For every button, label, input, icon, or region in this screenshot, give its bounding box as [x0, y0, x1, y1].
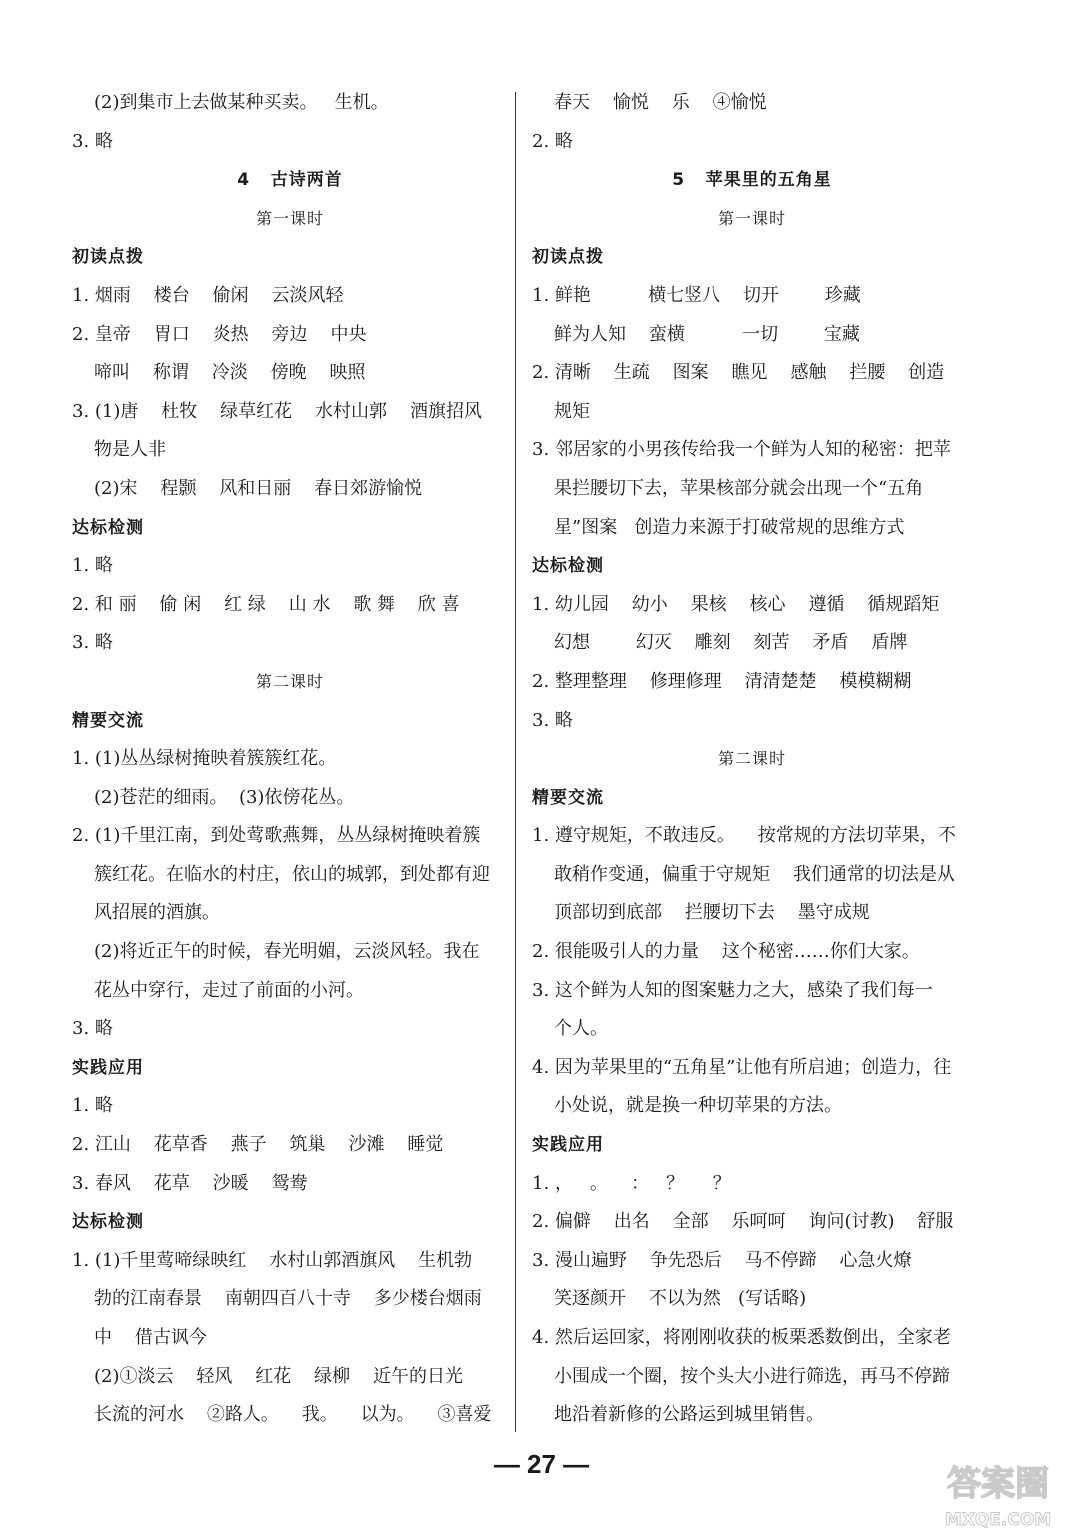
answer-line: 2. 很能吸引人的力量 这个秘密……你们大家。 [532, 941, 920, 963]
answer-line: 3. 春风 花草 沙暖 鸳鸯 [72, 1172, 308, 1194]
answer-line: 簇红花。在临水的村庄，依山的城郭，到处都有迎 [94, 863, 490, 885]
answer-line: 1. 略 [72, 1095, 113, 1117]
answer-line: 3. 略 [72, 632, 113, 654]
answer-line: 风招展的酒旗。 [94, 902, 220, 924]
answer-line: 3. 略 [72, 130, 113, 152]
answer-line: (2)到集市上去做某种买卖。 生机。 [94, 92, 389, 113]
answer-line: 小围成一个圈，按个头大小进行筛选，再马不停蹄 [554, 1365, 950, 1387]
answer-line: 3. 这个鲜为人知的图案魅力之大，感染了我们每一 [532, 979, 933, 1001]
answer-line: 规矩 [554, 400, 590, 422]
answer-line: (2)宋 程颢 风和日丽 春日郊游愉悦 [94, 477, 423, 499]
section-heading: 初读点拨 [72, 247, 144, 268]
answer-line: 3. 略 [532, 709, 573, 731]
answer-line: 1. 遵守规矩，不敢违反。 按常规的方法切苹果，不 [532, 825, 956, 847]
left-column [72, 84, 508, 1435]
section-heading: 实践应用 [532, 1135, 604, 1156]
section-heading: 精要交流 [72, 710, 144, 731]
answer-line: 4. 因为苹果里的“五角星”让他有所启迪；创造力，往 [532, 1056, 952, 1078]
answer-line: (2)将近正午的时候，春光明媚，云淡风轻。我在 [94, 941, 480, 963]
answer-line: 啼叫 称谓 冷淡 傍晚 映照 [94, 362, 366, 384]
answer-line: 星”图案 创造力来源于打破常规的思维方式 [554, 516, 905, 538]
answer-line: 3. 漫山遍野 争先恐后 马不停蹄 心急火燎 [532, 1249, 912, 1271]
answer-line: 春天 愉悦 乐 ④愉悦 [554, 92, 767, 113]
answer-line: 顶部切到底部 拦腰切下去 墨守成规 [554, 902, 870, 924]
answer-line: 3. (1)唐 杜牧 绿草红花 水村山郭 酒旗招风 [72, 400, 482, 422]
answer-line: 2. 清晰 生疏 图案 瞧见 感触 拦腰 创造 [532, 362, 945, 384]
answer-line: 2. (1)千里江南，到处莺歌燕舞，丛丛绿树掩映着簇 [72, 825, 481, 847]
watermark-text: 答案圈 [947, 1464, 1049, 1504]
answer-line: 1. 鲜艳 横七竖八 切开 珍藏 [532, 284, 861, 306]
section-heading: 初读点拨 [532, 247, 604, 268]
answer-line: 小处说，就是换一种切苹果的方法。 [554, 1095, 842, 1117]
answer-line: 敢稍作变通，偏重于守规矩 我们通常的切法是从 [554, 863, 955, 885]
lesson-title: 4 古诗两首 [237, 170, 343, 191]
answer-line: 1. (1)千里莺啼绿映红 水村山郭酒旗风 生机勃 [72, 1249, 473, 1271]
section-heading: 精要交流 [532, 787, 604, 808]
section-heading: 达标检测 [72, 1212, 144, 1233]
answer-line: 1. 幼儿园 幼小 果核 核心 遵循 循规蹈矩 [532, 593, 940, 615]
section-heading: 达标检测 [532, 556, 604, 577]
answer-line: 花丛中穿行，走过了前面的小河。 [94, 979, 364, 1001]
answer-line: 笑逐颜开 不以为然 (写话略) [554, 1288, 807, 1310]
answer-line: 1. ， 。 ： ？ ？ [532, 1172, 731, 1194]
answer-line: 2. 皇帝 胃口 炎热 旁边 中央 [72, 323, 367, 345]
answer-line: 3. 邻居家的小男孩传给我一个鲜为人知的秘密：把苹 [532, 439, 951, 461]
answer-line: 勃的江南春景 南朝四百八十寺 多少楼台烟雨 [94, 1288, 482, 1310]
answer-line: 1. (1)丛丛绿树掩映着簇簇红花。 [72, 748, 337, 770]
answer-line: 2. 整理整理 修理修理 清清楚楚 模模糊糊 [532, 670, 912, 692]
session-title: 第一课时 [717, 208, 786, 228]
answer-line: 果拦腰切下去，苹果核部分就会出现一个“五角 [554, 477, 924, 499]
answer-line: 1. 烟雨 楼台 偷闲 云淡风轻 [72, 284, 344, 306]
session-title: 第一课时 [255, 208, 324, 228]
session-title: 第二课时 [717, 749, 786, 769]
lesson-title: 5 苹果里的五角星 [672, 170, 832, 191]
answer-line: 4. 然后运回家，将刚刚收获的板栗悉数倒出，全家老 [532, 1327, 951, 1348]
watermark-logo [923, 1451, 1073, 1531]
answer-line: 幻想 幻灭 雕刻 刻苦 矛盾 盾牌 [554, 632, 908, 654]
answer-line: 1. 略 [72, 555, 113, 577]
answer-line: 2. 江山 花草香 燕子 筑巢 沙滩 睡觉 [72, 1134, 444, 1156]
page-number: — 27 — [493, 1449, 590, 1479]
answer-line: 长流的河水 ②路人。 我。 以为。 ③喜爱 [94, 1404, 492, 1426]
answer-line: 3. 略 [72, 1018, 113, 1040]
answer-line: (2)苍茫的细雨。 (3)依傍花丛。 [94, 786, 355, 808]
answer-line: 2. 略 [532, 130, 573, 152]
answer-line: 鲜为人知 蛮横 一切 宝藏 [554, 323, 860, 345]
answer-line: 中 借古讽今 [94, 1327, 207, 1348]
column-divider [515, 92, 516, 1432]
answer-line: 物是人非 [94, 439, 166, 461]
answer-line: 个人。 [554, 1018, 608, 1040]
right-column [532, 84, 972, 1435]
answer-line: (2)①淡云 轻风 红花 绿柳 近午的日光 [94, 1365, 464, 1387]
watermark-url: MXQE.COM [944, 1510, 1052, 1530]
answer-line: 2. 和 丽 偷 闲 红 绿 山 水 歌 舞 欣 喜 [72, 593, 460, 615]
section-heading: 达标检测 [72, 517, 144, 538]
section-heading: 实践应用 [72, 1057, 144, 1078]
session-title: 第二课时 [255, 671, 324, 691]
answer-line: 地沿着新修的公路运到城里销售。 [554, 1404, 824, 1426]
answer-line: 2. 偏僻 出名 全部 乐呵呵 询问(讨教) 舒服 [532, 1211, 954, 1233]
